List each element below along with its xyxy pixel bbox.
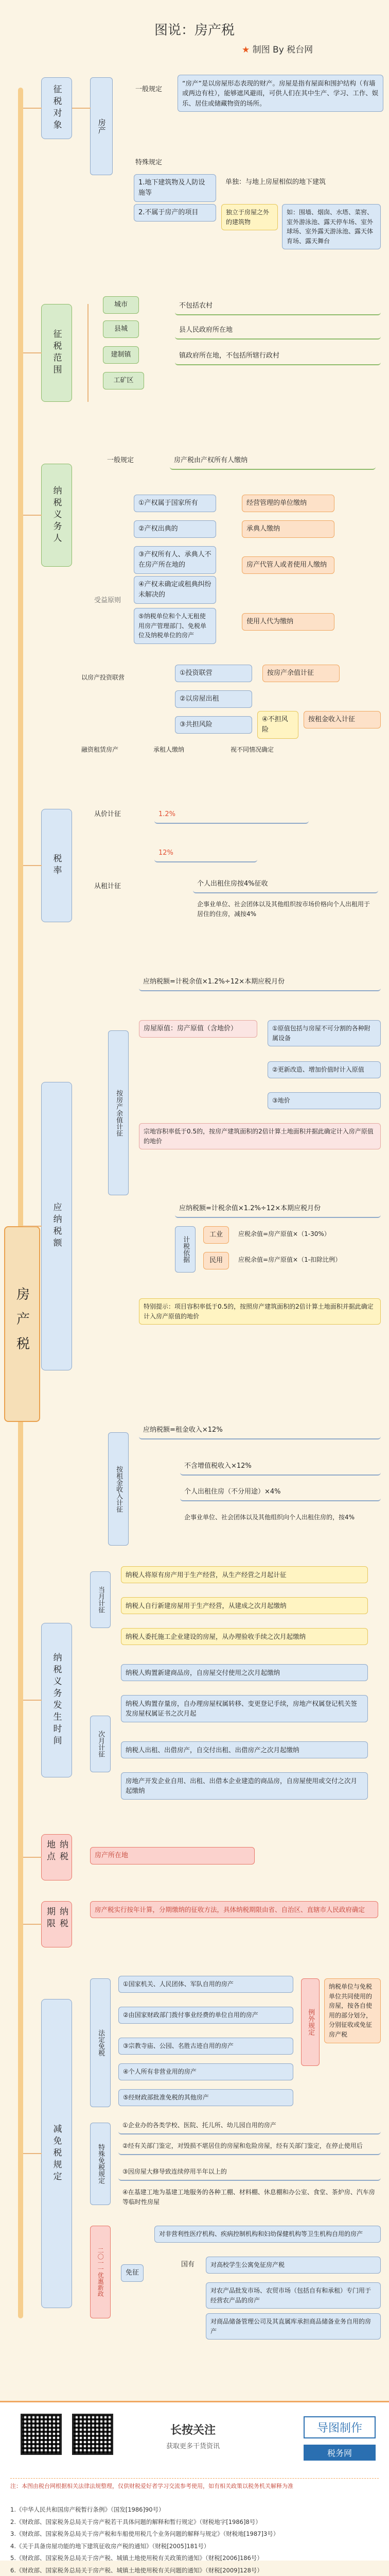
basis-tax-industry-value: 应税余值=房产原值×（1-30%）: [238, 1230, 330, 1238]
exempt-example-label: 例外规定: [301, 1978, 320, 2066]
basis-tax-item-industry: 工业: [203, 1226, 229, 1244]
basis-value-formula: 应纳税额=计税余值×1.2%÷12×本期应税月份: [139, 974, 381, 991]
basis-value-item-1: 房屋原值：房产原值（含地价）: [139, 1020, 257, 1038]
payer-result-1: 经营管理的单位缴纳: [242, 495, 334, 512]
connector: [23, 865, 42, 866]
timing-item-3: 纳税人委托施工企业建设的房屋，从办理验收手续之次月起缴纳: [121, 1628, 368, 1645]
connector: [23, 1700, 42, 1701]
connector: [23, 1857, 42, 1858]
node-value-group: 按房产余值计征: [108, 1030, 129, 1195]
qr-code-icon: [21, 2414, 62, 2455]
basis-land-note: 宗地容积率低于0.5的，按房产建筑面积的2倍计算土地面积并据此确定计入房产原值的地价: [139, 1123, 381, 1149]
byline-text: 制图 By 税台网: [252, 45, 313, 55]
exempt-legal-5: ⑤经财政部批准免税的其他房产: [118, 2089, 293, 2106]
section-rate: 税率: [41, 809, 72, 922]
timing-item-6: 纳税人出租、出借房产，自交付出租、出借房产之次月起缴纳: [121, 1741, 368, 1758]
node-special-1: 1.地下建筑物及人防设施等: [134, 174, 216, 202]
section-basis: 应纳税额: [41, 1082, 72, 1370]
brand-block: [304, 2416, 376, 2461]
node-payer-general: 房产税由产权所有人缴纳: [170, 452, 376, 470]
brand-title: 导图制作: [304, 2416, 376, 2438]
rate-by-rent: 12%: [154, 845, 257, 862]
section-place: 纳税地点: [41, 1834, 72, 1880]
exempt-special-label: 特殊免税规定: [90, 2123, 111, 2205]
exempt-legal-label: 法定免税: [90, 1978, 111, 2107]
node-county: 县城: [103, 320, 139, 338]
exempt-new-3: 对农产品批发市场、农贸市场（包括自有和承租）专门用于经营农产品的房产: [206, 2282, 381, 2309]
basis-rent-item-3: 企事业单位、社会团体以及其他组织向个人出租住房的，按4%: [184, 1514, 355, 1521]
connector: [23, 1924, 42, 1925]
section-scope: 征税对象: [41, 77, 72, 139]
payer-item-4: ④产权未确定或租典纠纷未解决的: [134, 576, 216, 604]
node-town: 建制镇: [103, 346, 139, 364]
label-benefit: 受益原则: [94, 597, 121, 604]
exempt-new-label: 二〇一一优惠新政: [90, 2226, 111, 2318]
node-mining: 工矿区: [103, 372, 144, 389]
label-payer-general: 一般规定: [107, 456, 134, 464]
timing-group-current: 当月计征: [90, 1571, 111, 1628]
exempt-new-4: 对商品储备管理公司及其直属库承担商品储备业务自用的房产: [206, 2313, 381, 2340]
payer-result-4: 使用人代为缴纳: [242, 613, 334, 631]
timing-item-1: 纳税人将原有房产用于生产经营，从生产经营之月起计征: [121, 1566, 368, 1583]
section-timing: 纳税义务发生时间: [41, 1623, 72, 1777]
reference-item: 1.《中华人民共和国房产税暂行条例》（国发[1986]90号）: [10, 2506, 165, 2513]
label-by-value: 从价计征: [94, 810, 121, 818]
payer-investment-note: 以房产投资联营: [81, 674, 125, 681]
payer-result-3: 房产代管人或者使用人缴纳: [242, 556, 334, 574]
basis-tax-item-label: 计税依据: [175, 1226, 196, 1273]
payer-lease-text: 承租人缴纳: [153, 746, 185, 753]
payer-item-3: ③产权所有人、承典人不在房产所在地的: [134, 546, 216, 574]
rate-by-value: 1.2%: [154, 806, 309, 824]
payer-lease-note: 融资租赁房产: [81, 746, 119, 753]
exempt-special-2: ②经有关部门鉴定，对毁损不堪居住的房屋和危险房屋，经有关部门鉴定，在停止使用后: [118, 2138, 381, 2155]
node-city: 城市: [103, 296, 139, 314]
connector: [23, 352, 42, 353]
basis-rent-formula: 应纳税额=租金收入×12%: [139, 1422, 381, 1439]
connector: [23, 1226, 42, 1227]
section-exempt: 减免税规定: [41, 1999, 72, 2308]
connector: [72, 108, 91, 109]
root-node: 房产税: [4, 1226, 40, 1422]
section-period: 纳税期限: [41, 1901, 72, 1947]
exempt-new-1: 对非营利性医疗机构、疾病控制机构和妇幼保健机构等卫生机构自用的房产: [154, 2226, 381, 2243]
node-city-text: 不包括农村: [175, 298, 381, 315]
node-special-2-b: 如：围墙、烟囱、水塔、菜窖、室外游泳池、露天停车场、室外球场、室外露天游泳池、露天体育场、露天舞台: [282, 204, 381, 249]
node-general-text: “房产”是以房屋形态表现的财产。房屋是指有屋面和围护结构（有墙或两边有柱），能够遮风避雨，可供人们在其中生产、学习、工作、娱乐、居住或储藏物资的场所。: [178, 75, 383, 112]
node-county-text: 县人民政府所在地: [175, 322, 381, 340]
reference-item: 4.《关于具备房屋功能的地下建筑征收房产税的通知》（财税[2005]181号）: [10, 2542, 210, 2550]
label-by-rent: 从租计征: [94, 883, 121, 890]
payer-extra-3: ③共担风险: [175, 716, 252, 734]
basis-value-item-3: ②更新改造、增加价值时计入原值: [268, 1061, 381, 1078]
footer-note: 注：本图由税台网根据相关法律法规整理，仅供财税爱好者学习交流参考使用，如有相关政策以税务机关解释为准: [10, 2478, 379, 2490]
reference-list: [10, 2504, 379, 2576]
basis-tax-item-civil: 民用: [203, 1252, 229, 1269]
node-object: 房产: [90, 77, 113, 175]
payer-item-5: ⑤纳税单位和个人无租使用房产管理部门、免税单位及纳税单位的房产: [134, 608, 216, 644]
exempt-legal-2: ②由国家财政部门拨付事业经费的单位自用的房产: [118, 2007, 293, 2024]
main-spine: [18, 88, 23, 2318]
star-icon: ★: [242, 45, 250, 55]
payer-extra-result-2: 按租金收入计征: [304, 711, 381, 728]
payer-extra-4: ④不担风险: [257, 711, 298, 739]
basis-rent-item-1: 不含增值税收入×12%: [180, 1458, 381, 1476]
label-special: 特殊规定: [135, 159, 163, 166]
exempt-example-text: 纳税单位与免税单位共同使用的房屋，按各自使用的部分划分，分别征收或免征房产税: [324, 1978, 381, 2043]
payer-result-2: 承典人缴纳: [242, 520, 334, 538]
basis-value-item-2: ①原值包括与房屋不可分割的各种附属设备: [268, 1020, 381, 1046]
exempt-new-2: 对高校学生公寓免征房产税: [206, 2257, 381, 2274]
payer-item-1: ①产权属于国家所有: [134, 495, 216, 512]
qr-code-icon: [72, 2414, 113, 2455]
connector: [23, 2153, 42, 2154]
node-town-text: 镇政府所在地，不包括所辖行政村: [175, 348, 381, 365]
node-rent-group: 按租金收入计征: [108, 1432, 129, 1546]
basis-tax-civil-value: 应税余值=房产原值×（1-扣除比例）: [238, 1256, 342, 1263]
page-title: 图说：房产税: [154, 23, 235, 38]
exempt-new-tag-state: 国有: [181, 2261, 194, 2268]
exempt-special-4: ④在基建工地为基建工地服务的各种工棚、材料棚、休息棚和办公室、食堂、茶炉房、汽车房等临时性房屋: [122, 2189, 375, 2206]
rate-personal-rent: 个人出租住房按4%征收: [193, 876, 378, 893]
payer-investment-text: 视不同情况确定: [231, 746, 274, 753]
exempt-new-tag: 免征: [121, 2264, 144, 2282]
reference-item: 2.《财政部、国家税务总局关于房产税若干具体问题的解释和暂行规定》（财税地字[1986]8号）: [10, 2518, 261, 2526]
basis-rent-item-2: 个人出租住房（不分用途）×4%: [180, 1484, 381, 1501]
payer-extra-2: ②以房屋出租: [175, 690, 252, 708]
place-text: 房产所在地: [90, 1847, 255, 1865]
section-payer: 纳税义务人: [41, 464, 72, 567]
exempt-legal-4: ④个人所有非营业用的房产: [118, 2063, 293, 2080]
payer-extra-1: ①投资联营: [175, 665, 252, 682]
exempt-special-1: ①企业办的各类学校、医院、托儿所、幼儿园自用的房产: [118, 2117, 381, 2134]
reference-item: 6.《财政部、国家税务总局关于房产税、城镇土地使用税有关问题的通知》（财税[2009]128号）: [10, 2566, 263, 2574]
follow-block: [123, 2421, 262, 2450]
timing-item-2: 纳税人自行新建房屋用于生产经营，从建成之次月起缴纳: [121, 1597, 368, 1614]
node-special-2-a: 独立于房屋之外的建筑物: [221, 204, 278, 230]
node-special-2: 2.不属于房产的项目: [134, 204, 216, 222]
period-text: 房产税实行按年计算，分期缴纳的征收方法，具体纳税期限由省、自治区、直辖市人民政府确定: [90, 1901, 378, 1918]
payer-item-2: ②产权出典的: [134, 520, 216, 538]
basis-value-item-4: ③地价: [268, 1092, 381, 1109]
reference-item: 5.《财政部、国家税务总局关于房产税、城镇土地使用税有关政策的通知》（财税[2006]186号）: [10, 2554, 263, 2562]
byline: [242, 42, 313, 55]
rate-enterprise-rent: 企事业单位、社会团体以及其他组织按市场价格向个人出租用于居住的住房，减按4%: [197, 901, 370, 918]
follow-subtitle: 获取更多干货资讯: [166, 2443, 220, 2450]
label-general: 一般规定: [135, 86, 163, 93]
timing-item-5: 纳税人购置存量房，自办理房屋权属转移、变更登记手续，房地产权属登记机关签发房屋权属证书之次月起: [121, 1695, 368, 1722]
timing-group-next: 次月计征: [90, 1716, 111, 1772]
exempt-special-3: ③因房屋大修导致连续停用半年以上的: [118, 2164, 381, 2181]
connector: [23, 108, 42, 109]
basis-land-formula: 应纳税额=计税余值×1.2%÷12×本期应税月份: [175, 1200, 381, 1218]
connector: [23, 515, 42, 516]
basis-special-note: 特别提示：项目容积率低于0.5的，按照房产建筑面积的2倍计算土地面积并据此确定计入房产原值的地价: [139, 1298, 381, 1325]
node-special-1-text: 单独：与地上房屋相似的地下建筑: [225, 178, 326, 186]
reference-item: 3.《财政部、国家税务总局关于房产税和车船使用税几个业务问题的解释与规定》（财税地[1987]3号）: [10, 2530, 279, 2538]
timing-item-4: 纳税人购置新建商品房，自房屋交付使用之次月起缴纳: [121, 1664, 368, 1681]
section-range: 征税范围: [41, 304, 72, 402]
connector: [87, 304, 89, 402]
payer-extra-result-1: 按房产余值计征: [262, 665, 340, 682]
brand-logo: 税务网: [304, 2445, 376, 2461]
exempt-legal-1: ①国家机关、人民团体、军队自用的房产: [118, 1976, 293, 1993]
follow-title: 长按关注: [170, 2424, 216, 2437]
exempt-legal-3: ③宗教寺庙、公园、名胜古迹自用的房产: [118, 2038, 293, 2055]
timing-item-7: 房地产开发企业自用、出租、出借本企业建造的商品房，自房屋使用或交付之次月起缴纳: [121, 1772, 368, 1800]
